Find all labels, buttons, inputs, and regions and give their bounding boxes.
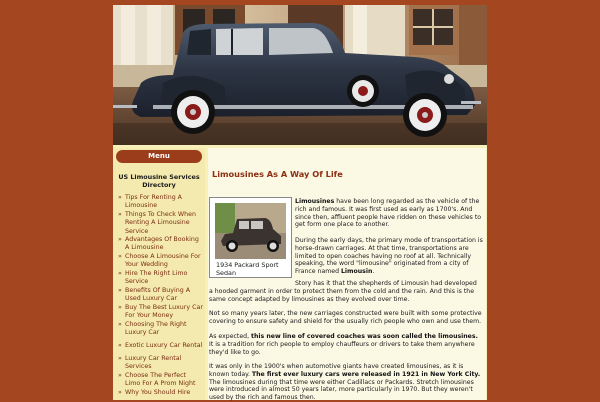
packard-sedan-photo — [215, 203, 286, 259]
sidebar — [113, 148, 205, 400]
sidebar-item-things-to-check[interactable]: » Things To Check When Renting A Limousine Service — [118, 211, 196, 235]
sidebar-item-exotic-rental[interactable]: » Exotic Luxury Car Rental — [118, 342, 203, 349]
directory-title: US Limousine Services Directory — [118, 173, 200, 189]
paragraph-6: It was only in the 1900's when automotive giants have created limousines, as it is known today. The first ever luxury cars were released in 1921 in New York City. The limousines during that time were either Cadillacs or Packards. Stretch limousines were introduced in almost 50 years later, more particularly in 1970. But they weren't used by the rich and famous then. — [209, 363, 481, 402]
menu-header: Menu — [116, 150, 202, 163]
paragraph-4: Not so many years later, the new carriages constructed were built with some protective covering to ensure safety and shield for the usually rich people who own and use them. — [209, 310, 482, 325]
sidebar-item-right-luxury-car[interactable]: » Choosing The Right Luxury Car — [118, 321, 187, 337]
paragraph-3b: a hooded garment in order to protect them from the cold and the rain. And this is the same concept adapted by limousines as they evolved over time. — [209, 288, 475, 303]
paragraph-5: As expected, this new line of covered coaches was soon called the limousines. It is a tradition for rich people to employ chauffeurs or drivers to take them anywhere they'd like to go. — [209, 333, 478, 356]
sidebar-item-prom-night[interactable]: » Choose The Perfect Limo For A Prom Night — [118, 372, 196, 388]
sidebar-item-right-limo[interactable]: » Hire The Right Limo Service — [118, 270, 188, 286]
sidebar-item-why-hire[interactable]: » Why You Should Hire — [118, 389, 191, 396]
vintage-limousine-photo — [113, 5, 487, 145]
article-title: Limousines As A Way Of Life — [212, 169, 343, 179]
paragraph-3a: Story has it that the shepherds of Limousin had developed — [295, 280, 477, 287]
sidebar-item-rental-services[interactable]: » Luxury Car Rental Services — [118, 355, 182, 371]
sidebar-item-wedding[interactable]: » Choose A Limousine For Your Wedding — [118, 253, 201, 269]
sidebar-item-tips-renting[interactable]: » Tips For Renting A Limousine — [118, 194, 182, 210]
photo-caption: 1934 Packard Sport Sedan — [216, 261, 279, 277]
paragraph-2: During the early days, the primary mode of transportation is horse-drawn carriages. At that time, transportations are limited to open coaches having no roof at all. Technically speaking, the word "limousine" originated from a city of France named Limousin. — [295, 237, 483, 276]
sidebar-item-best-luxury-car[interactable]: » Buy The Best Luxury Car For Your Money — [118, 304, 203, 320]
header-banner — [113, 5, 487, 145]
paragraph-1: Limousines have been long regarded as the vehicle of the rich and famous. It was first used as early as 1700's. And since then, affluent people have ridden on these vehicles to get form one place to another. — [295, 198, 482, 229]
sidebar-item-used-luxury-car[interactable]: » Benefits Of Buying A Used Luxury Car — [118, 287, 191, 303]
sidebar-item-advantages-booking[interactable]: » Advantages Of Booking A Limousine — [118, 236, 199, 252]
